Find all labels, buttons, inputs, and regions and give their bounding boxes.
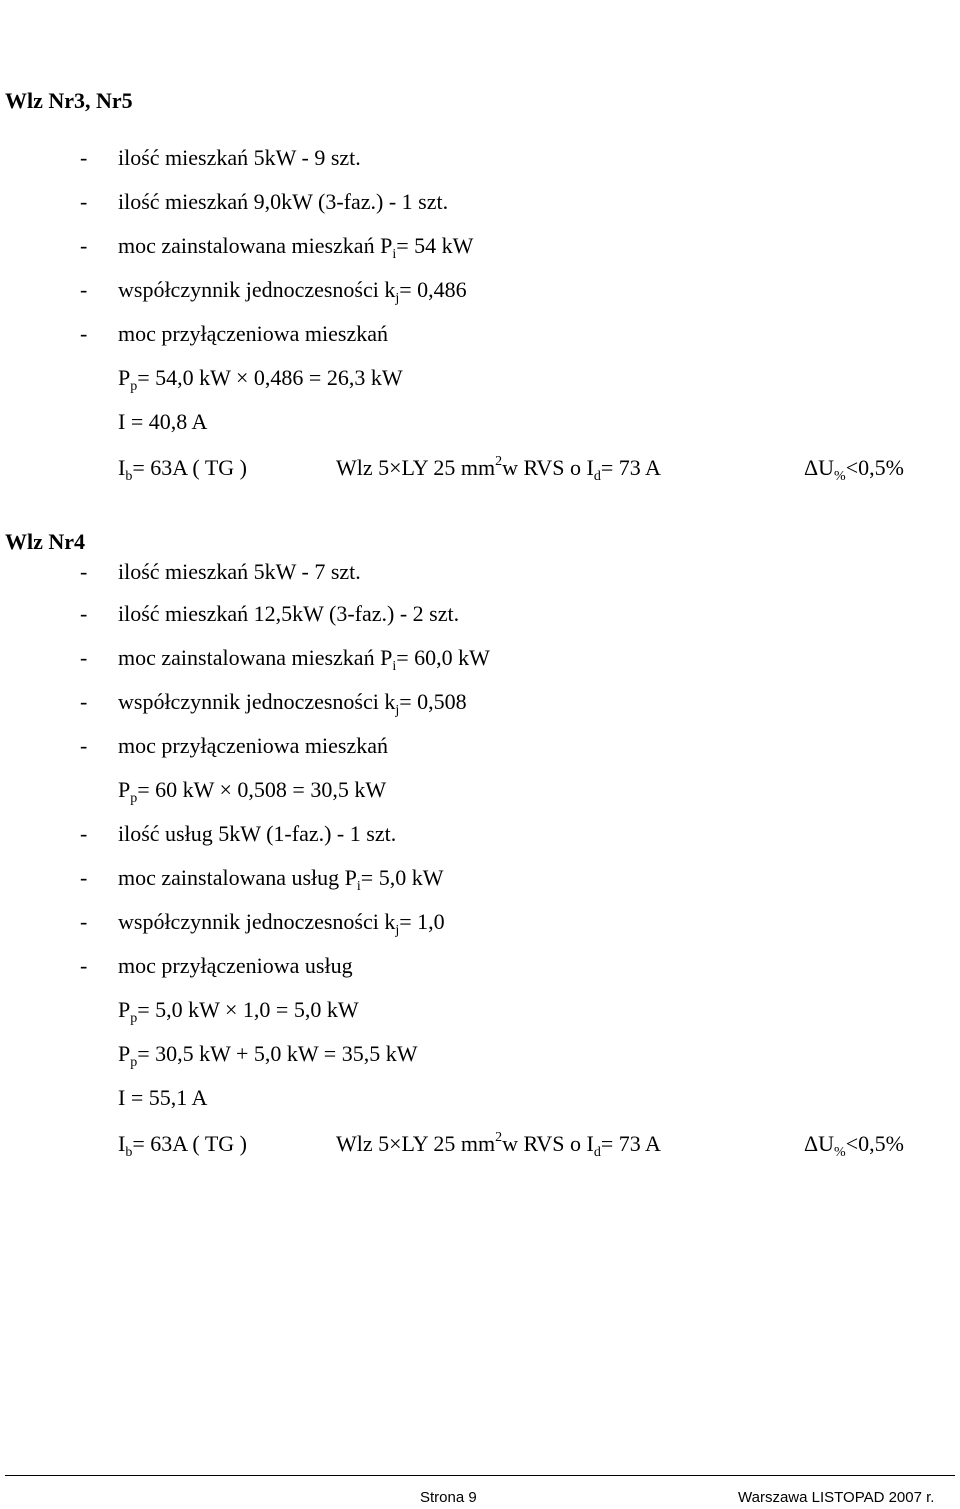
section-heading-wlz-nr3-nr5: Wlz Nr3, Nr5 <box>5 88 133 113</box>
page-number: Strona 9 <box>420 1489 477 1506</box>
footer-divider <box>5 1475 955 1476</box>
footer-place-date: Warszawa LISTOPAD 2007 r. <box>738 1489 935 1506</box>
section-heading-wlz-nr4: Wlz Nr4 <box>5 529 86 554</box>
